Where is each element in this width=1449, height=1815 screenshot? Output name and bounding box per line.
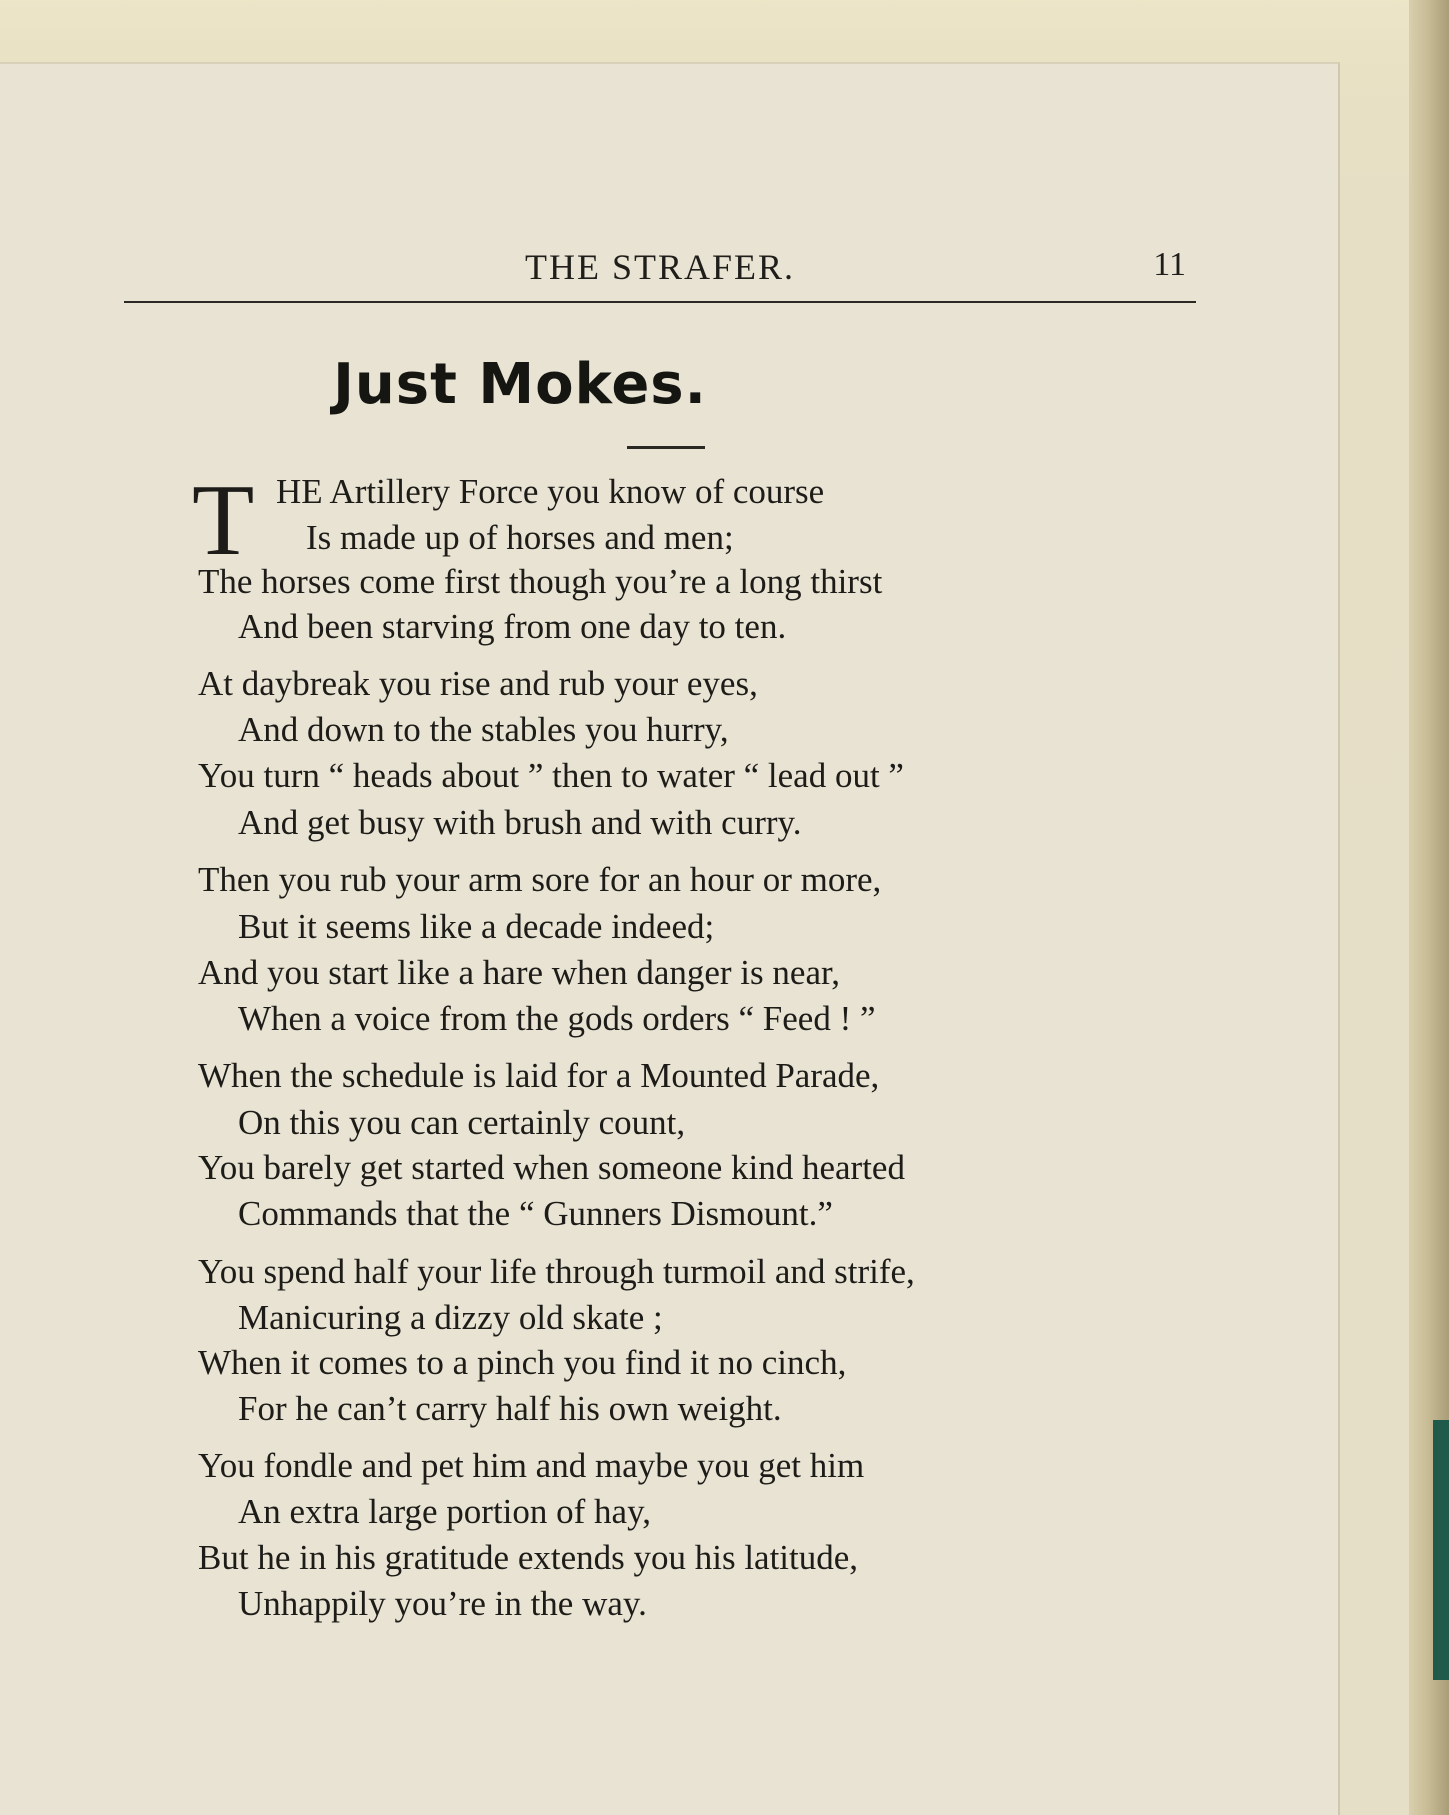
poem-line-7: You turn “ heads about ” then to water “ lead out ” xyxy=(198,756,904,795)
poem-line-15: You barely get started when someone kind hearted xyxy=(198,1148,905,1187)
poem-line-12: When a voice from the gods orders “ Feed ! ” xyxy=(238,999,876,1038)
poem-line-17: You spend half your life through turmoil and strife, xyxy=(198,1252,915,1291)
poem-line-3: The horses come first though you’re a long thirst xyxy=(198,562,883,601)
poem-line-23: But he in his gratitude extends you his latitude, xyxy=(198,1538,859,1577)
poem-line-19: When it comes to a pinch you find it no cinch, xyxy=(198,1343,847,1382)
poem-line-8: And get busy with brush and with curry. xyxy=(238,803,802,842)
binding-tab xyxy=(1433,1420,1449,1680)
header-rule xyxy=(124,301,1196,303)
poem-line-20: For he can’t carry half his own weight. xyxy=(238,1389,782,1428)
page-number: 11 xyxy=(1153,246,1186,283)
drop-cap: T xyxy=(192,464,255,577)
poem-line-24: Unhappily you’re in the way. xyxy=(238,1584,647,1623)
poem-line-9: Then you rub your arm sore for an hour or more, xyxy=(198,860,882,899)
poem-line-16: Commands that the “ Gunners Dismount.” xyxy=(238,1194,833,1233)
poem-line-18: Manicuring a dizzy old skate ; xyxy=(238,1298,663,1337)
poem-line-10: But it seems like a decade indeed; xyxy=(238,907,715,946)
poem-line-5: At daybreak you rise and rub your eyes, xyxy=(198,664,758,703)
poem-line-6: And down to the stables you hurry, xyxy=(238,710,729,749)
title-dash xyxy=(627,446,705,449)
running-head-title: THE STRAFER. xyxy=(524,247,796,287)
poem-line-22: An extra large portion of hay, xyxy=(238,1492,652,1531)
poem-title: Just Mokes. xyxy=(333,352,707,417)
poem-line-4: And been starving from one day to ten. xyxy=(238,607,787,646)
poem-line-2: Is made up of horses and men; xyxy=(306,518,734,557)
poem-line-21: You fondle and pet him and maybe you get him xyxy=(198,1446,865,1485)
poem-line-14: On this you can certainly count, xyxy=(238,1103,686,1142)
poem-line-11: And you start like a hare when danger is near, xyxy=(198,953,840,992)
poem-line-13: When the schedule is laid for a Mounted Parade, xyxy=(198,1056,880,1095)
running-head xyxy=(124,246,1196,288)
poem-line-1: HE Artillery Force you know of course xyxy=(276,472,825,511)
